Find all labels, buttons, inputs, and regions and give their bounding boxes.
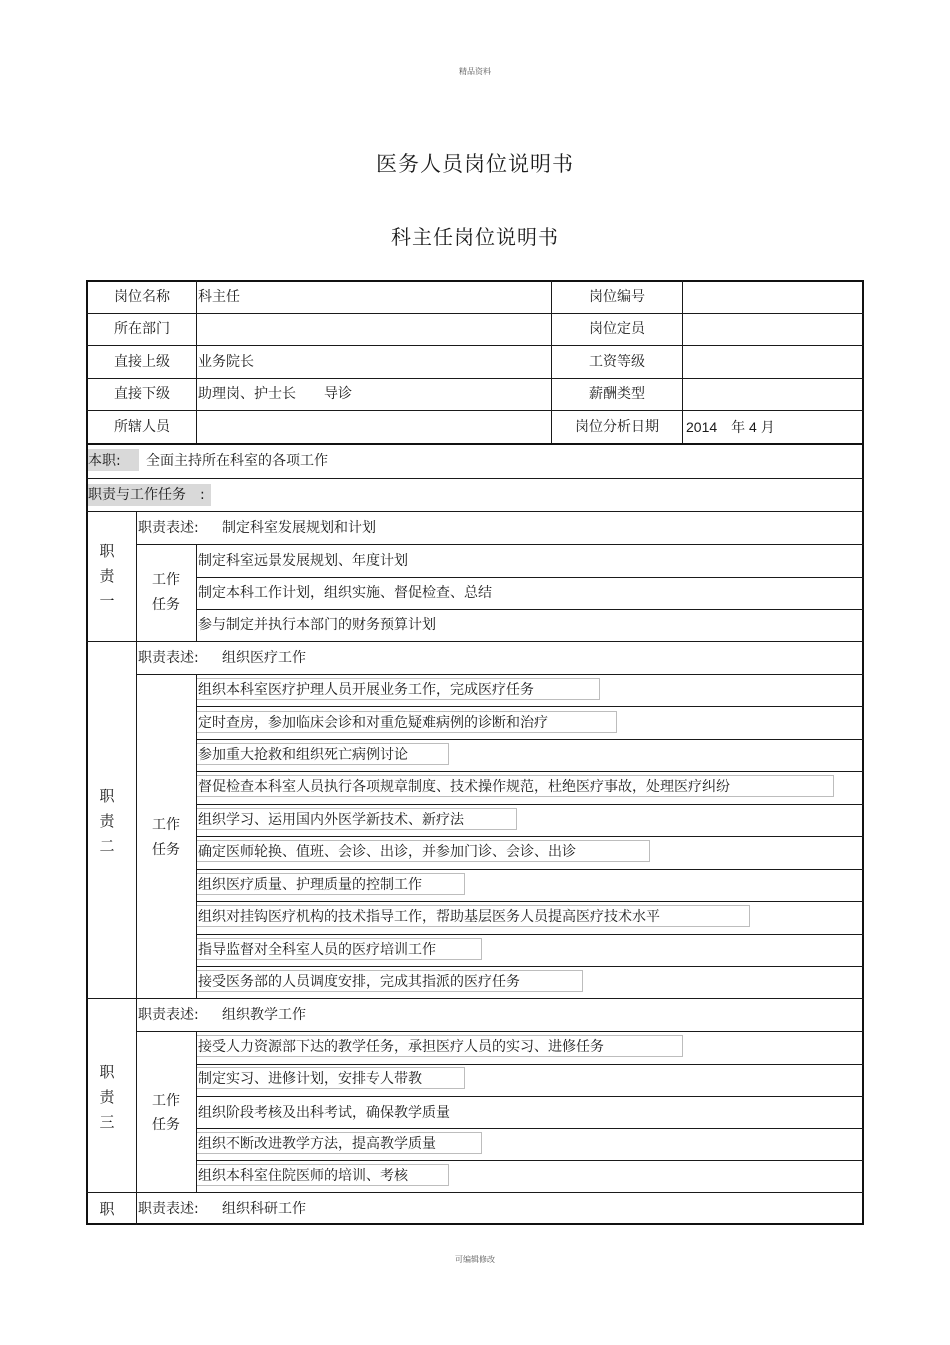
label-direct-subordinate: 直接下级 bbox=[114, 386, 170, 402]
duty-1-statement: 制定科室发展规划和计划 bbox=[222, 520, 376, 536]
label-staff: 所辖人员 bbox=[114, 419, 170, 435]
table-bottom-border bbox=[86, 1223, 864, 1225]
duty-2-char-3: 二 bbox=[99, 837, 115, 855]
label-position-code: 岗位编号 bbox=[589, 289, 645, 305]
duty-2-desc-label: 职责表述: bbox=[138, 650, 199, 666]
duty-2-task-7: 组织医疗质量、护理质量的控制工作 bbox=[198, 877, 422, 893]
duty-1-char-3: 一 bbox=[99, 592, 115, 610]
label-department: 所在部门 bbox=[114, 321, 170, 337]
table-right-border bbox=[862, 280, 864, 1225]
document-subtitle: 科主任岗位说明书 bbox=[391, 225, 559, 249]
label-quota: 岗位定员 bbox=[589, 321, 645, 337]
duty-4-statement: 组织科研工作 bbox=[222, 1201, 306, 1217]
duty-2-task-9: 指导监督对全科室人员的医疗培训工作 bbox=[198, 942, 436, 958]
label-analysis-date: 岗位分析日期 bbox=[575, 419, 659, 435]
duty-3-statement: 组织教学工作 bbox=[222, 1007, 306, 1023]
duty-3-task-2: 制定实习、进修计划，安排专人带教 bbox=[198, 1071, 422, 1087]
duty-3-char-2: 责 bbox=[99, 1088, 115, 1106]
duty-1-task-1: 制定科室远景发展规划、年度计划 bbox=[198, 553, 408, 569]
duty-2-task-8: 组织对挂钩医疗机构的技术指导工作，帮助基层医务人员提高医疗技术水平 bbox=[198, 909, 660, 925]
duty-3-task-label-1: 工作 bbox=[152, 1093, 180, 1109]
label-pay-type: 薪酬类型 bbox=[589, 386, 645, 402]
duty-2-task-2: 定时查房，参加临床会诊和对重危疑难病例的诊断和治疗 bbox=[198, 715, 548, 731]
duty-1-char-2: 责 bbox=[99, 567, 115, 585]
duty-2-task-5: 组织学习、运用国内外医学新技术、新疗法 bbox=[198, 812, 464, 828]
header-note: 精品资料 bbox=[459, 67, 491, 76]
duty-1-task-3: 参与制定并执行本部门的财务预算计划 bbox=[198, 617, 436, 633]
duty-4-desc-label: 职责表述: bbox=[138, 1201, 199, 1217]
duty-2-task-10: 接受医务部的人员调度安排，完成其指派的医疗任务 bbox=[198, 974, 520, 990]
duty-3-task-5: 组织本科室住院医师的培训、考核 bbox=[198, 1168, 408, 1184]
duty-2-task-label-2: 任务 bbox=[152, 842, 180, 858]
duty-3-task-label-2: 任务 bbox=[152, 1117, 180, 1133]
value-position-name: 科主任 bbox=[198, 289, 240, 305]
job-description-table bbox=[86, 280, 864, 1225]
duty-2-char-1: 职 bbox=[99, 787, 115, 805]
duty-3-char-1: 职 bbox=[99, 1063, 115, 1081]
document-title: 医务人员岗位说明书 bbox=[376, 152, 574, 176]
duty-3-char-3: 三 bbox=[99, 1113, 115, 1131]
label-position-name: 岗位名称 bbox=[114, 289, 170, 305]
duty-1-task-2: 制定本科工作计划，组织实施、督促检查、总结 bbox=[198, 585, 492, 601]
value-direct-superior: 业务院长 bbox=[198, 354, 254, 370]
label-salary-grade: 工资等级 bbox=[589, 354, 645, 370]
duty-2-task-1: 组织本科室医疗护理人员开展业务工作，完成医疗任务 bbox=[198, 682, 534, 698]
summary-label: 本职: bbox=[88, 453, 121, 469]
footer-note: 可编辑修改 bbox=[455, 1255, 495, 1264]
duties-header: 职责与工作任务 : bbox=[88, 487, 205, 503]
table-top-border bbox=[86, 280, 864, 282]
value-analysis-date: 2014 年 4 月 bbox=[686, 419, 775, 435]
duty-3-task-1: 接受人力资源部下达的教学任务，承担医疗人员的实习、进修任务 bbox=[198, 1039, 604, 1055]
duty-2-task-label-1: 工作 bbox=[152, 817, 180, 833]
duty-1-desc-label: 职责表述: bbox=[138, 520, 199, 536]
value-direct-subordinate: 助理岗、护士长 导诊 bbox=[198, 386, 352, 402]
duty-3-desc-label: 职责表述: bbox=[138, 1007, 199, 1023]
duty-1-char-1: 职 bbox=[99, 542, 115, 560]
duty-2-statement: 组织医疗工作 bbox=[222, 650, 306, 666]
duty-2-task-4: 督促检查本科室人员执行各项规章制度、技术操作规范，杜绝医疗事故，处理医疗纠纷 bbox=[198, 779, 730, 795]
duty-3-task-4: 组织不断改进教学方法，提高教学质量 bbox=[198, 1136, 436, 1152]
duty-1-task-label-1: 工作 bbox=[152, 572, 180, 588]
duty-1-task-label-2: 任务 bbox=[152, 597, 180, 613]
duty-2-task-6: 确定医师轮换、值班、会诊、出诊，并参加门诊、会诊、出诊 bbox=[198, 844, 576, 860]
summary-value: 全面主持所在科室的各项工作 bbox=[146, 453, 328, 469]
duty-4-char-1: 职 bbox=[99, 1200, 115, 1218]
duty-2-task-3: 参加重大抢救和组织死亡病例讨论 bbox=[198, 747, 408, 763]
label-direct-superior: 直接上级 bbox=[114, 354, 170, 370]
duty-3-task-3: 组织阶段考核及出科考试，确保教学质量 bbox=[198, 1105, 450, 1121]
duty-2-char-2: 责 bbox=[99, 812, 115, 830]
